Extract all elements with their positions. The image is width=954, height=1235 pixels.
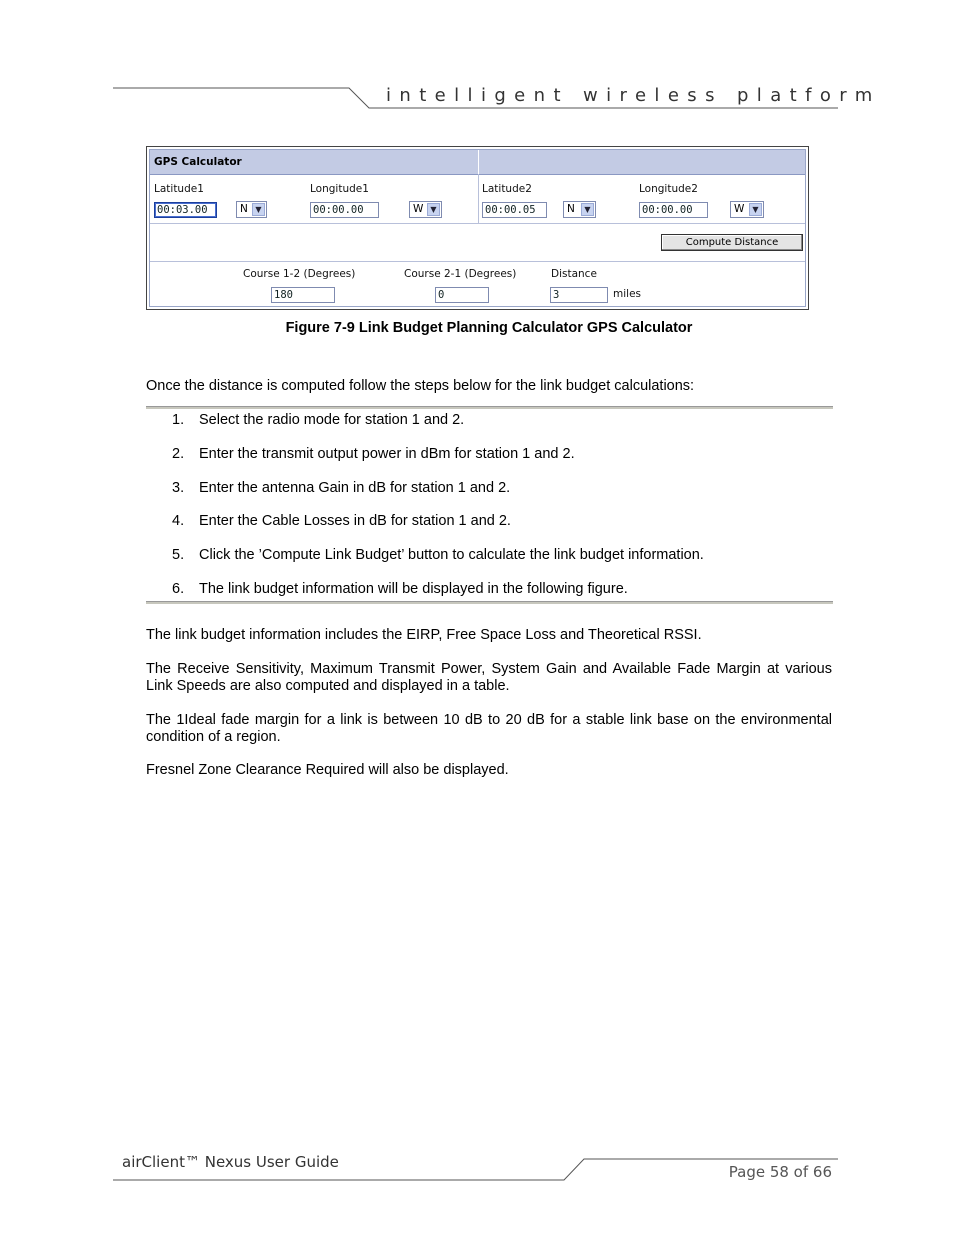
footer-guide-title: airClient™ Nexus User Guide — [122, 1153, 339, 1171]
body-paragraph: The Receive Sensitivity, Maximum Transmit Power, System Gain and Available Fade Margin at various Link Speeds are also computed and displayed in a table. — [146, 661, 832, 694]
list-item: 5. Click the ’Compute Link Budget’ button to calculate the link budget information. — [172, 547, 704, 563]
chevron-down-icon: ▼ — [427, 203, 440, 216]
footer-page-number: Page 58 of 66 — [728, 1163, 832, 1181]
body-paragraph: The link budget information includes the EIRP, Free Space Loss and Theoretical RSSI. — [146, 627, 702, 643]
gps-calculator-panel — [146, 146, 809, 310]
chevron-down-icon: ▼ — [749, 203, 762, 216]
longitude2-input[interactable]: 00:00.00 — [639, 202, 708, 218]
course-1-2-label: Course 1-2 (Degrees) — [243, 268, 356, 280]
list-item: 4. Enter the Cable Losses in dB for station 1 and 2. — [172, 513, 511, 529]
distance-input[interactable]: 3 — [550, 287, 608, 303]
distance-label: Distance — [551, 268, 597, 280]
latitude2-input[interactable]: 00:00.05 — [482, 202, 547, 218]
body-paragraph: The 1Ideal fade margin for a link is between 10 dB to 20 dB for a stable link base on the environmental condition of a region. — [146, 712, 832, 745]
longitude2-label: Longitude2 — [639, 183, 698, 195]
header-tagline: intelligent wireless platform — [386, 85, 881, 106]
gps-calculator-title: GPS Calculator — [154, 156, 242, 168]
body-paragraph: Fresnel Zone Clearance Required will also be displayed. — [146, 762, 509, 778]
list-item: 3. Enter the antenna Gain in dB for station 1 and 2. — [172, 480, 511, 496]
list-item: 6. The link budget information will be displayed in the following figure. — [172, 581, 628, 597]
list-item: 2. Enter the transmit output power in dBm for station 1 and 2. — [172, 446, 575, 462]
course-1-2-input[interactable]: 180 — [271, 287, 335, 303]
latitude1-label: Latitude1 — [154, 183, 204, 195]
course-2-1-label: Course 2-1 (Degrees) — [404, 268, 517, 280]
longitude1-label: Longitude1 — [310, 183, 369, 195]
steps-bottom-rule — [146, 601, 833, 604]
chevron-down-icon: ▼ — [581, 203, 594, 216]
longitude2-direction-select[interactable]: W ▼ — [730, 201, 764, 218]
longitude1-direction-select[interactable]: W ▼ — [409, 201, 442, 218]
steps-top-rule — [146, 406, 833, 409]
longitude1-input[interactable]: 00:00.00 — [310, 202, 379, 218]
course-2-1-input[interactable]: 0 — [435, 287, 489, 303]
list-item: 1. Select the radio mode for station 1 and 2. — [172, 412, 465, 428]
gps-calculator-header — [150, 150, 805, 175]
compute-distance-button[interactable]: Compute Distance — [661, 234, 803, 251]
intro-paragraph: Once the distance is computed follow the steps below for the link budget calculations: — [146, 378, 695, 394]
distance-unit-label: miles — [613, 288, 641, 300]
latitude1-input[interactable]: 00:03.00 — [154, 202, 217, 218]
figure-caption: Figure 7-9 Link Budget Planning Calculator GPS Calculator — [285, 320, 693, 336]
latitude1-direction-select[interactable]: N ▼ — [236, 201, 267, 218]
chevron-down-icon: ▼ — [252, 203, 265, 216]
latitude2-direction-select[interactable]: N ▼ — [563, 201, 596, 218]
latitude2-label: Latitude2 — [482, 183, 532, 195]
